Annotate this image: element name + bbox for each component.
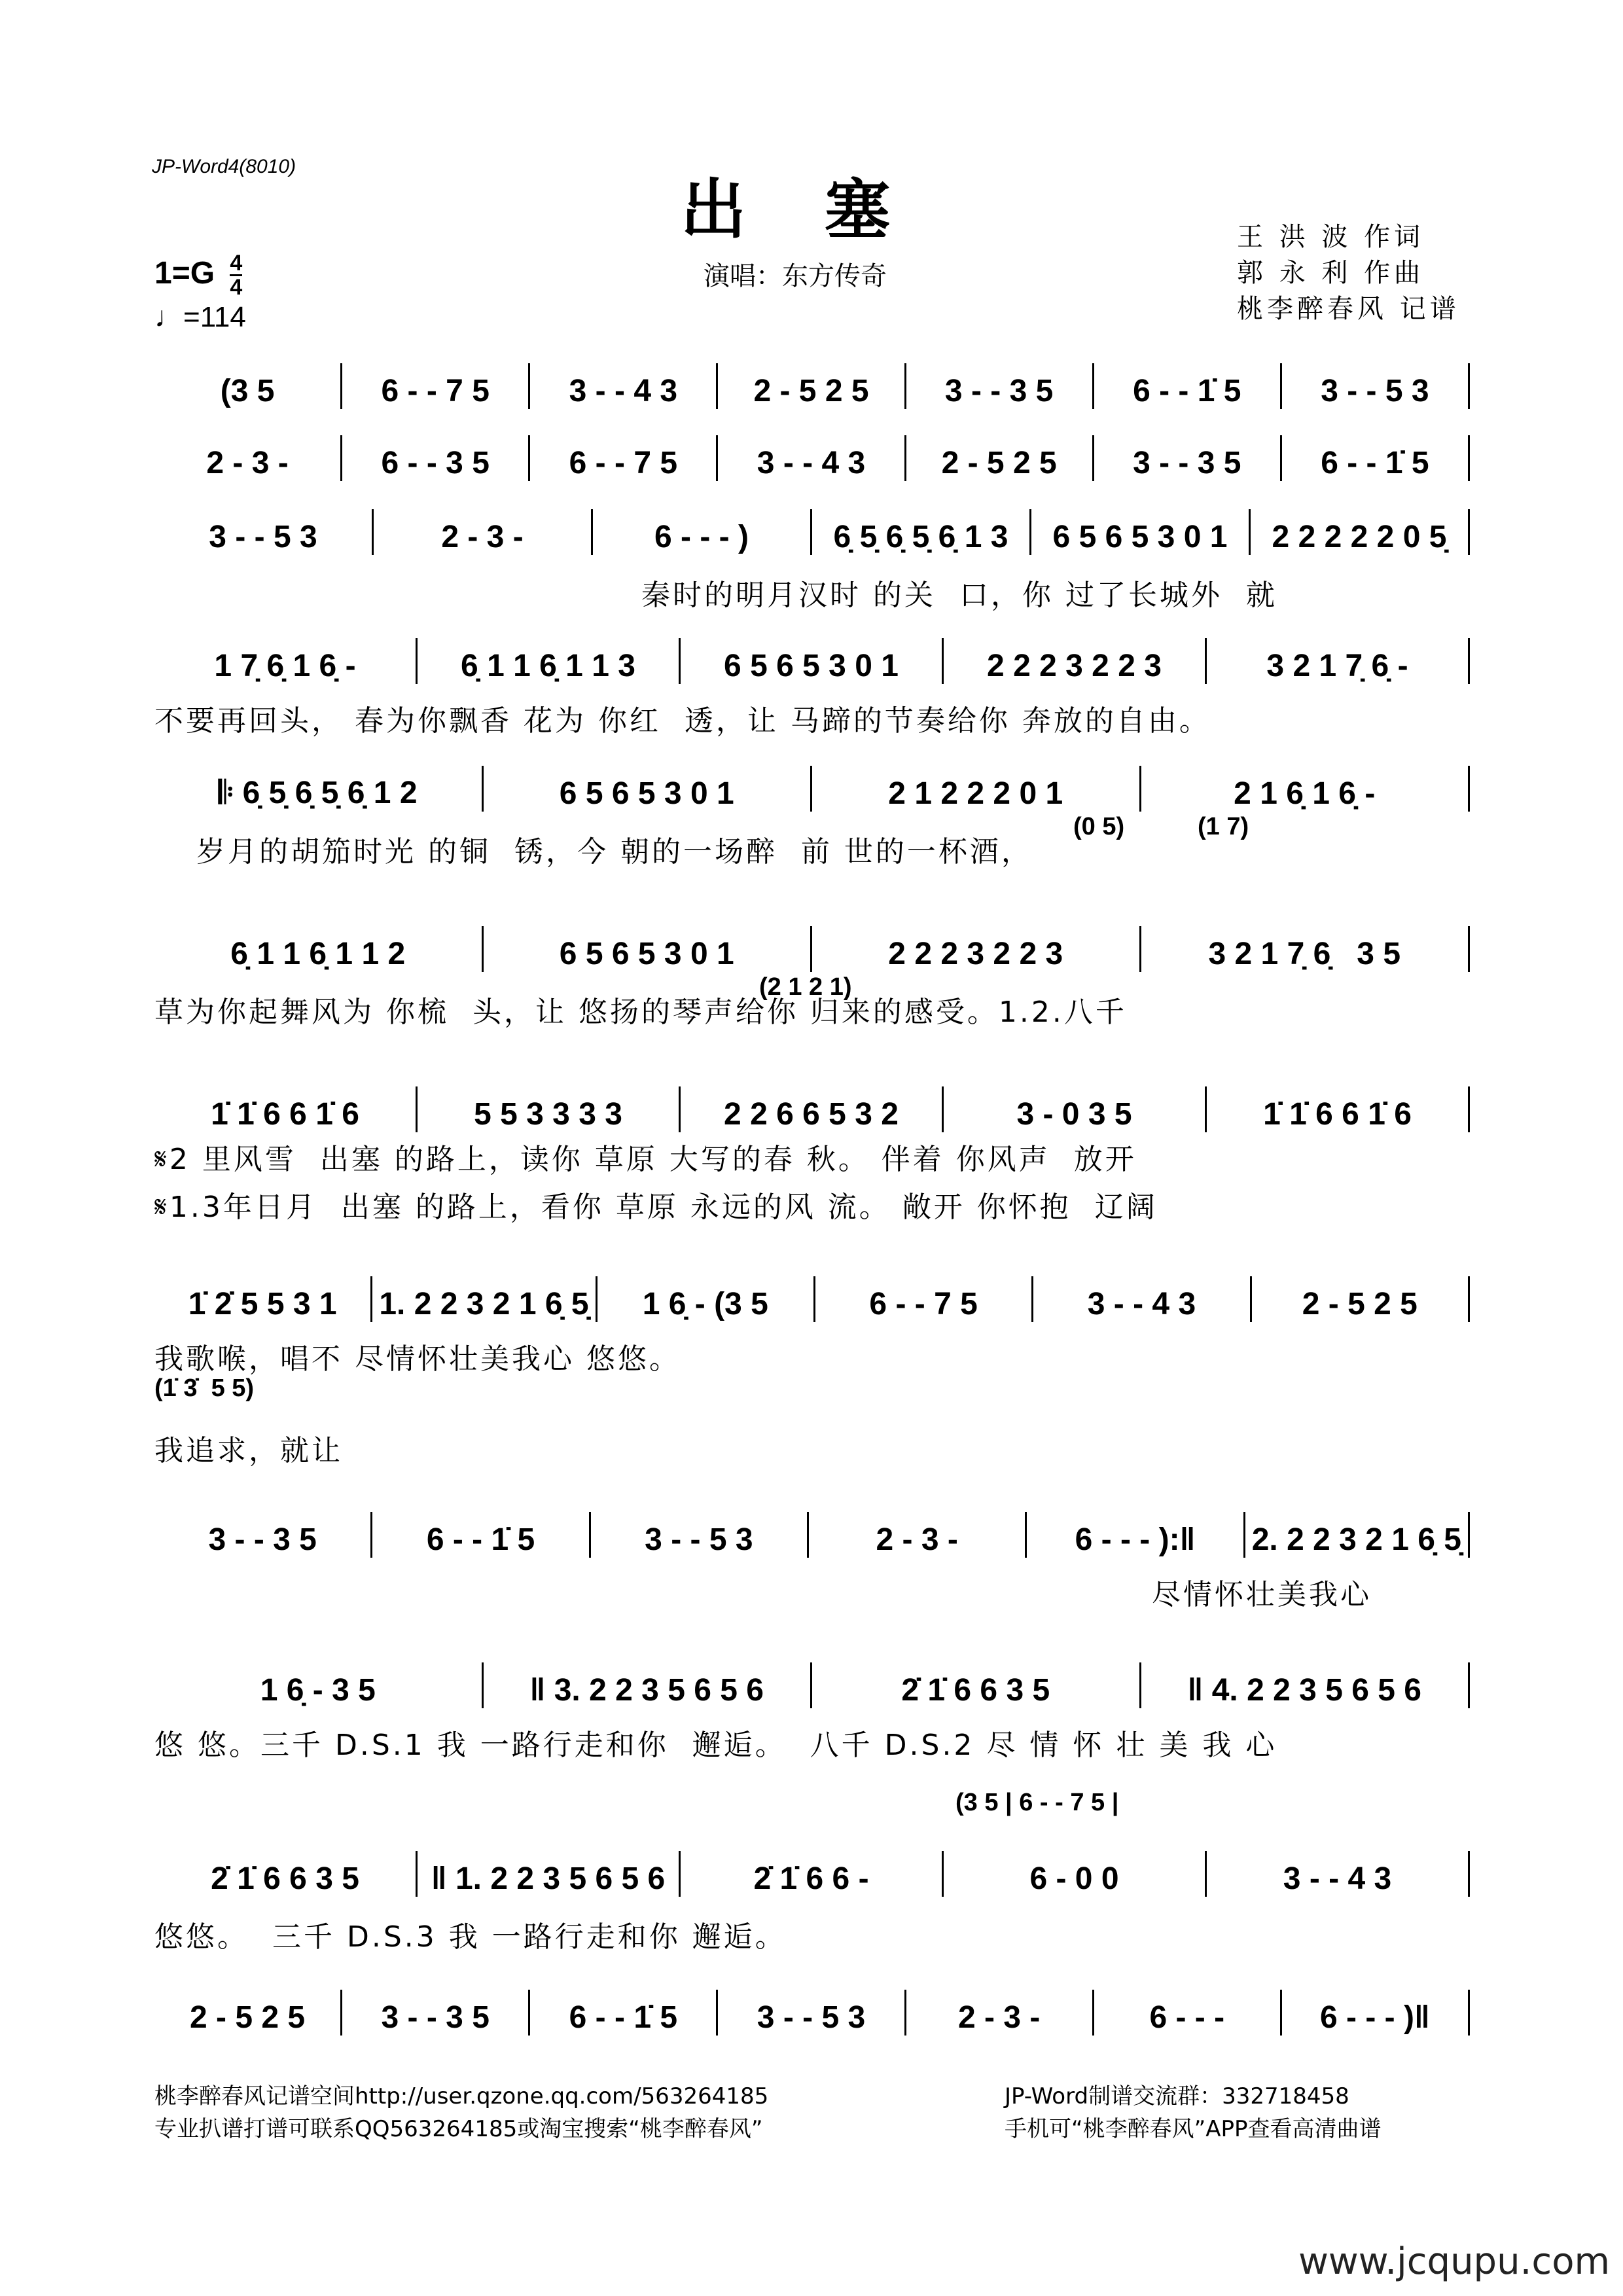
software-version: JP-Word4(8010) bbox=[152, 156, 296, 177]
measure: 1 7̣ 6̣ 1 6̣ - bbox=[154, 638, 418, 684]
measure: 6 5 6 5 3 0 1 bbox=[681, 638, 944, 684]
measure: 6 - - 1̇ 5 bbox=[372, 1512, 590, 1558]
measure: 6 5 6 5 3 0 1 bbox=[1031, 509, 1251, 555]
measure: 2 2 2 3 2 2 3 bbox=[812, 926, 1141, 972]
measure: 2 - 5 2 5 bbox=[1252, 1276, 1470, 1322]
measure: 6 5 6 5 3 0 1 bbox=[484, 926, 813, 972]
measure: 1̇ 2̇ 5 5 3 1 bbox=[154, 1276, 372, 1322]
measure: 3 - - 3 5 bbox=[342, 1990, 530, 2036]
measure: 3 - - 5 3 bbox=[591, 1512, 809, 1558]
footer-left-2: 专业扒谱打谱可联系QQ563264185或淘宝搜索“桃李醉春风” bbox=[154, 2116, 763, 2142]
measure: (3 5 bbox=[154, 363, 342, 409]
measure: 6 - - 7 5 bbox=[342, 363, 530, 409]
score-row bbox=[154, 363, 1470, 409]
lyric-line: 𝄋2 里风雪 出塞 的路上，读你 草原 大写的春 秋。 伴着 你风声 放开 bbox=[154, 1143, 1137, 1176]
measure: 6 - 0 0 bbox=[944, 1851, 1207, 1897]
measure: 6̣ 1 1 6̣ 1 1 2 bbox=[154, 926, 484, 972]
score-row bbox=[154, 1276, 1470, 1322]
measure: 3 2 1 7̣ 6̣ - bbox=[1207, 638, 1470, 684]
score-row bbox=[154, 638, 1470, 684]
footer-left-1: 桃李醉春风记谱空间http://user.qzone.qq.com/563264185 bbox=[154, 2083, 769, 2109]
measure: 2̇ 1̇ 6 6 3 5 bbox=[154, 1851, 418, 1897]
composer: 郭 永 利 作曲 bbox=[1237, 258, 1425, 288]
lyric-line: 尽情怀壮美我心 bbox=[1152, 1578, 1372, 1611]
measure: 2 2 2 3 2 2 3 bbox=[944, 638, 1207, 684]
credits bbox=[1237, 219, 1460, 327]
measure: 6 - - - bbox=[1094, 1990, 1282, 2036]
lyric-line: 𝄋1.3年日月 出塞 的路上，看你 草原 永远的风 流。 敞开 你怀抱 辽阔 bbox=[154, 1191, 1158, 1224]
tempo: ♩=114 bbox=[154, 301, 246, 333]
measure: 6 - - 7 5 bbox=[815, 1276, 1033, 1322]
lyric-line: 我追求，就让 bbox=[154, 1434, 343, 1467]
measure: 1̇ 1̇ 6 6 1̇ 6 bbox=[1207, 1086, 1470, 1132]
measure: 3 - - 5 3 bbox=[1282, 363, 1470, 409]
measure: 3 - - 4 3 bbox=[530, 363, 718, 409]
measure: 6 - - 1̇ 5 bbox=[1282, 435, 1470, 481]
measure: ‖ 4. 2 2 3 5 6 5 6 bbox=[1141, 1662, 1471, 1708]
score-row bbox=[154, 766, 1470, 812]
measure: 6 - - - )‖ bbox=[1282, 1990, 1470, 2036]
measure: 3 - 0 3 5 bbox=[944, 1086, 1207, 1132]
score-row bbox=[154, 509, 1470, 555]
measure: 6 - - 7 5 bbox=[530, 435, 718, 481]
measure: 6 - - 1̇ 5 bbox=[530, 1990, 718, 2036]
lyric-line: 秦时的明月汉时 的关 口，你 过了长城外 就 bbox=[641, 579, 1277, 612]
measure: ‖ 3. 2 2 3 5 6 5 6 bbox=[484, 1662, 813, 1708]
score-row bbox=[154, 1512, 1470, 1558]
lyric-line: 悠 悠。三千 D.S.1 我 一路行走和你 邂逅。 八千 D.S.2 尽 情 怀 壮 美 我 心 bbox=[154, 1729, 1277, 1762]
transcriber: 桃李醉春风 记谱 bbox=[1237, 294, 1460, 324]
singer: 演唱：东方传奇 bbox=[704, 261, 887, 291]
measure: 1 6̣ - 3 5 bbox=[154, 1662, 484, 1708]
measure: 3 - - 4 3 bbox=[1033, 1276, 1251, 1322]
measure: 3 - - 5 3 bbox=[718, 1990, 906, 2036]
lyric-line: 岁月的胡笳时光 的铜 锈，今 朝的一场醉 前 世的一杯酒， bbox=[196, 835, 1033, 869]
measure: 6 - - - ):‖ bbox=[1027, 1512, 1245, 1558]
measure: 5 5 3 3 3 3 bbox=[418, 1086, 681, 1132]
measure: 2 - 3 - bbox=[374, 509, 593, 555]
time-top: 4 bbox=[230, 251, 243, 276]
lyric-line: 我歌喉，唱不 尽情怀壮美我心 悠悠。 bbox=[154, 1342, 681, 1376]
alternate-notes: (2 1 2 1) bbox=[759, 973, 852, 1001]
measure: 2̇ 1̇ 6 6 3 5 bbox=[812, 1662, 1141, 1708]
measure: 3 - - 3 5 bbox=[1094, 435, 1282, 481]
key: 1=G bbox=[154, 256, 215, 291]
measure: 1̇ 1̇ 6 6 1̇ 6 bbox=[154, 1086, 418, 1132]
lyric-line: 草为你起舞风为 你梳 头，让 悠扬的琴声给你 归来的感受。1.2.八千 bbox=[154, 996, 1127, 1029]
score-row bbox=[154, 435, 1470, 481]
measure: 1 6̣ - (3 5 bbox=[597, 1276, 815, 1322]
alternate-notes: (0 5) bbox=[1073, 813, 1125, 840]
measure: 6̣ 5̣ 6̣ 5̣ 6̣ 1 3 bbox=[812, 509, 1031, 555]
measure: 2 2 6 6 5 3 2 bbox=[681, 1086, 944, 1132]
measure: 3 - - 4 3 bbox=[718, 435, 906, 481]
lyric-line: 悠悠。 三千 D.S.3 我 一路行走和你 邂逅。 bbox=[154, 1920, 787, 1954]
song-title: 出塞 bbox=[681, 171, 969, 248]
key-signature bbox=[154, 252, 242, 298]
score-row bbox=[154, 1662, 1470, 1708]
score-row bbox=[154, 1086, 1470, 1132]
measure: 2 - 3 - bbox=[906, 1990, 1094, 2036]
measure: 6 - - 3 5 bbox=[342, 435, 530, 481]
measure: 6̣ 1 1 6̣ 1 1 3 bbox=[418, 638, 681, 684]
measure: 2 1 6̣ 1 6̣ - bbox=[1141, 766, 1471, 812]
alternate-notes: (3 5 | 6 - - 7 5 | bbox=[955, 1789, 1119, 1816]
measure: 2 - 5 2 5 bbox=[906, 435, 1094, 481]
time-signature bbox=[230, 252, 242, 298]
alternate-notes: (1̇ 3̇ 5 5) bbox=[154, 1374, 255, 1402]
measure: 1. 2 2 3 2 1 6̣ 5̣ bbox=[372, 1276, 597, 1322]
measure: ‖ 1. 2 2 3 5 6 5 6 bbox=[418, 1851, 681, 1897]
measure: 3 2 1 7̣ 6̣ 3 5 bbox=[1141, 926, 1471, 972]
footer-right-2: 手机可“桃李醉春风”APP查看高清曲谱 bbox=[1005, 2116, 1382, 2142]
measure: 2 2 2 2 2 0 5̣ bbox=[1251, 509, 1470, 555]
measure: 2 - 5 2 5 bbox=[154, 1990, 342, 2036]
score-row bbox=[154, 1851, 1470, 1897]
measure: 2 - 3 - bbox=[154, 435, 342, 481]
measure: 6 5 6 5 3 0 1 bbox=[484, 766, 813, 812]
measure: 2 - 5 2 5 bbox=[718, 363, 906, 409]
measure: 3 - - 3 5 bbox=[906, 363, 1094, 409]
lyric-line: 不要再回头， 春为你飘香 花为 你红 透，让 马蹄的节奏给你 奔放的自由。 bbox=[154, 704, 1211, 738]
lyricist: 王 洪 波 作词 bbox=[1237, 222, 1425, 252]
measure: 2 - 3 - bbox=[809, 1512, 1027, 1558]
footer-right-1: JP-Word制谱交流群：332718458 bbox=[1005, 2083, 1349, 2109]
measure: 3 - - 4 3 bbox=[1207, 1851, 1470, 1897]
score-row bbox=[154, 926, 1470, 972]
measure: 6 - - - ) bbox=[593, 509, 812, 555]
measure: 2̇ 1̇ 6 6 - bbox=[681, 1851, 944, 1897]
time-bottom: 4 bbox=[230, 275, 243, 300]
measure: 2. 2 2 3 2 1 6̣ 5̣ bbox=[1245, 1512, 1470, 1558]
measure: 3 - - 3 5 bbox=[154, 1512, 372, 1558]
measure: 2 1 2 2 2 0 1 bbox=[812, 766, 1141, 812]
measure: 3 - - 5 3 bbox=[154, 509, 374, 555]
measure: 𝄆 6̣ 5̣ 6̣ 5̣ 6̣ 1 2 bbox=[154, 766, 484, 812]
score-row bbox=[154, 1990, 1470, 2036]
measure: 6 - - 1̇ 5 bbox=[1094, 363, 1282, 409]
alternate-notes: (1 7) bbox=[1198, 813, 1249, 840]
watermark: www.jcqupu.com bbox=[1298, 2240, 1610, 2283]
